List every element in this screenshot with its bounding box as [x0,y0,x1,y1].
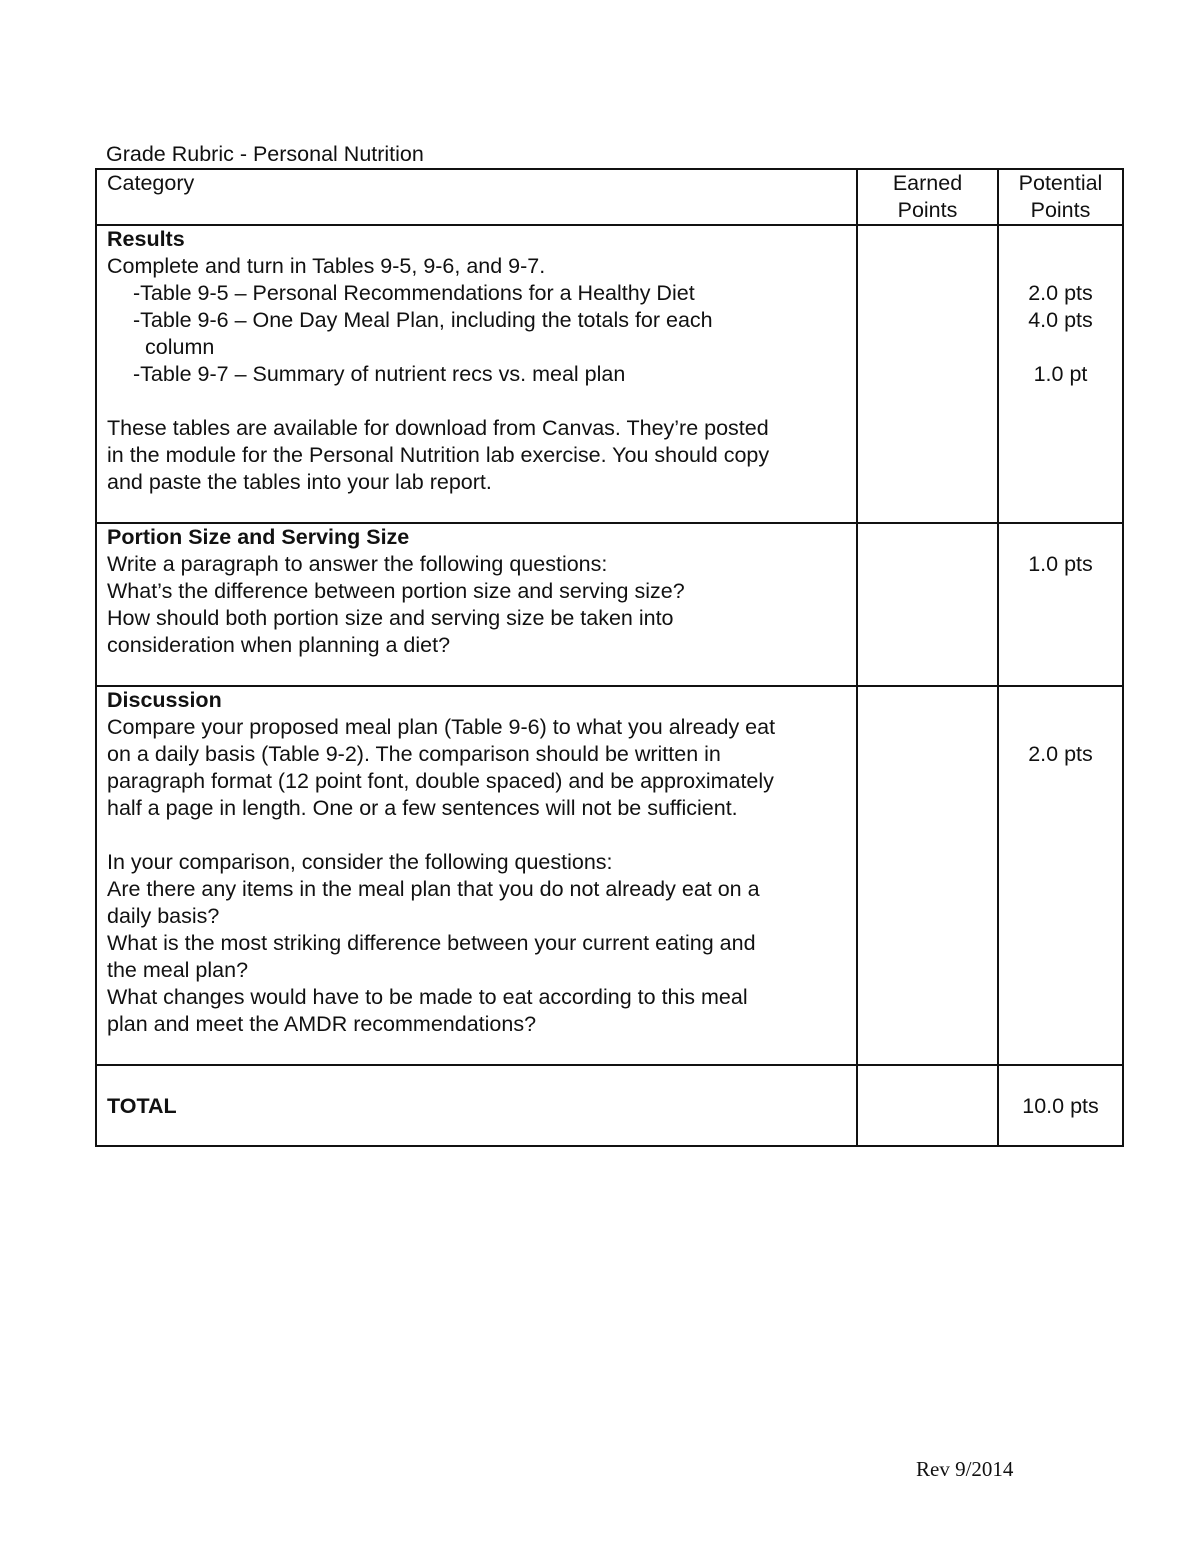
header-earned-line-1: Earned [892,171,963,195]
portion-earned-cell [857,523,998,686]
points-table-9-6: 4.0 pts [1028,308,1093,332]
portion-line-1: Write a paragraph to answer the following questions: [107,552,608,576]
discussion-earned-cell [857,686,998,1065]
total-category-cell [96,1065,857,1146]
results-item-table-9-6-continuation: column [145,335,215,359]
results-note-line-1: These tables are available for download from Canvas. They’re posted [107,416,769,440]
portion-line-3: How should both portion size and serving size be taken into [107,606,674,630]
discussion-paragraph-line-2: on a daily basis (Table 9-2). The comparison should be written in [107,742,721,766]
revision-note: Rev 9/2014 [916,1457,1014,1481]
results-item-table-9-5: -Table 9-5 – Personal Recommendations for a Healthy Diet [133,281,695,305]
total-earned-cell [857,1065,998,1146]
discussion-category-cell [96,686,857,1065]
document-title: Grade Rubric - Personal Nutrition [106,142,424,166]
results-intro: Complete and turn in Tables 9-5, 9-6, and 9-7. [107,254,546,278]
results-item-table-9-7: -Table 9-7 – Summary of nutrient recs vs. meal plan [133,362,626,386]
discussion-paragraph-line-4: half a page in length. One or a few sentences will not be sufficient. [107,796,738,820]
portion-line-2: What’s the difference between portion size and serving size? [107,579,685,603]
table-header-row [96,169,1123,225]
discussion-question-line-7: plan and meet the AMDR recommendations? [107,1012,537,1036]
header-potential-line-2: Points [1030,198,1091,222]
header-category [96,169,857,225]
discussion-question-line-3: daily basis? [107,904,220,928]
table-row-portion-size [96,523,1123,686]
total-potential-cell [998,1065,1123,1146]
header-potential-points [998,169,1123,225]
results-item-table-9-6: -Table 9-6 – One Day Meal Plan, including the totals for each [133,308,713,332]
results-category-cell [96,225,857,523]
total-label: TOTAL [107,1094,177,1118]
portion-line-4: consideration when planning a diet? [107,633,451,657]
points-discussion: 2.0 pts [1028,742,1093,766]
results-note-line-2: in the module for the Personal Nutrition lab exercise. You should copy [107,443,770,467]
discussion-question-line-6: What changes would have to be made to eat according to this meal [107,985,748,1009]
portion-potential-cell [998,523,1123,686]
header-earned-points [857,169,998,225]
grade-rubric-table [95,168,1124,1147]
discussion-question-line-4: What is the most striking difference between your current eating and [107,931,756,955]
discussion-heading: Discussion [107,688,222,712]
discussion-paragraph-line-3: paragraph format (12 point font, double spaced) and be approximately [107,769,774,793]
discussion-question-line-5: the meal plan? [107,958,249,982]
header-potential-line-1: Potential [1018,171,1103,195]
results-potential-cell [998,225,1123,523]
blank-line [107,822,856,849]
discussion-question-line-2: Are there any items in the meal plan that you do not already eat on a [107,877,760,901]
points-table-9-7: 1.0 pt [1033,362,1088,386]
table-row-total [96,1065,1123,1146]
results-earned-cell [857,225,998,523]
discussion-question-line-1: In your comparison, consider the following questions: [107,850,613,874]
header-category-label: Category [107,171,195,195]
results-note-line-3: and paste the tables into your lab report. [107,470,492,494]
table-row-results [96,225,1123,523]
table-row-discussion [96,686,1123,1065]
discussion-paragraph-line-1: Compare your proposed meal plan (Table 9-6) to what you already eat [107,715,776,739]
header-earned-line-2: Points [897,198,958,222]
discussion-potential-cell [998,686,1123,1065]
points-table-9-5: 2.0 pts [1028,281,1093,305]
points-total: 10.0 pts [1022,1094,1099,1118]
portion-category-cell [96,523,857,686]
results-heading: Results [107,227,185,251]
blank-line [107,388,856,415]
portion-heading: Portion Size and Serving Size [107,525,410,549]
points-portion: 1.0 pts [1028,552,1093,576]
